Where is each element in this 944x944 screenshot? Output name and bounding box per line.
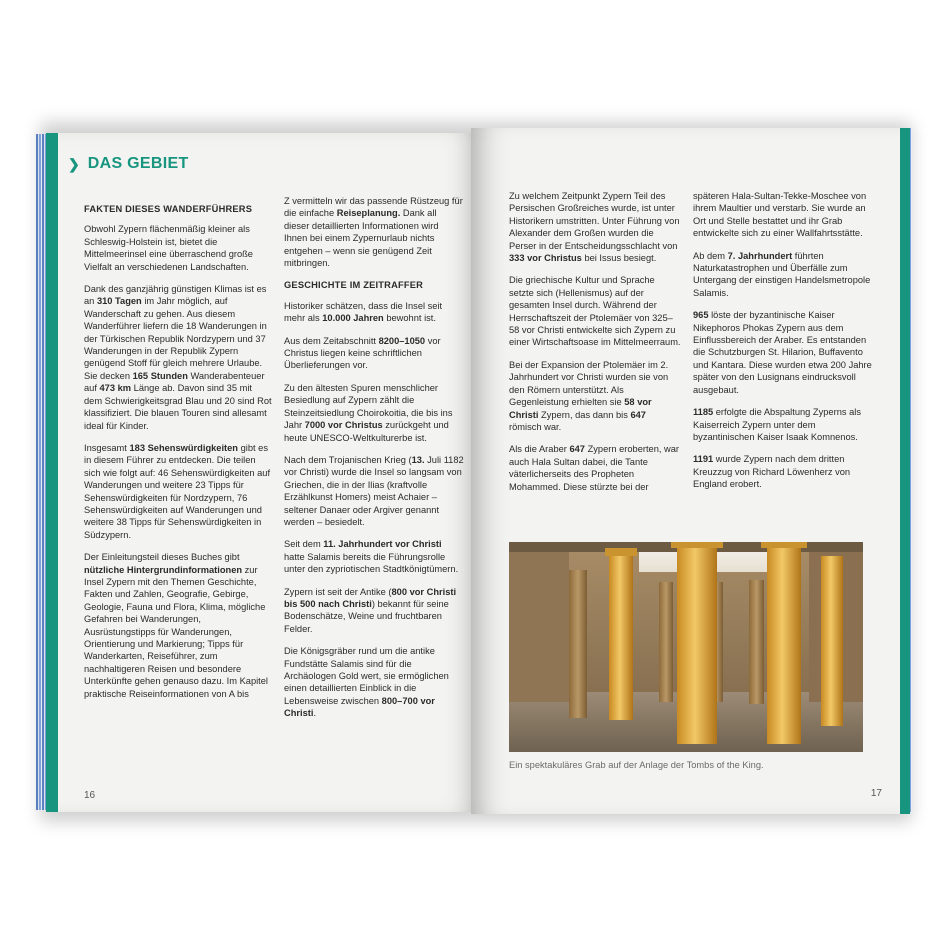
text-run: Seit dem [284,539,324,550]
section-header [68,155,189,173]
text-run: Zypern ist seit der Antike ( [284,586,392,597]
text-run: gibt es in diesem Führer zu entdecken. Die teilen sich wie folgt auf: 46 Sehenswürdigkeiten auf Wanderungen und weitere 23 Tipps für Sehenswürdigkeiten für Nordzypern, 76 Sehenswürdigkeiten auf Wanderungen und weitere 38 Tipps für Sehenswürdigkeiten in Südzypern. [84,442,271,540]
bold-run: 165 Stunden [132,370,188,381]
bold-run: 11. Jahrhundert vor Christi [323,539,442,550]
bold-run: 1191 [693,454,714,465]
bold-run: 7. Jahrhundert [727,250,793,261]
text-run: Nach dem Trojanischen Krieg ( [284,454,412,465]
tomb-photo [509,542,863,752]
right-page [471,128,910,814]
paragraph [284,454,464,528]
text-run: bewohnt ist. [383,313,436,324]
text-run: Z vermitteln wir das passende Rüstzeug für die einfache [284,196,463,219]
text-run: vor Christus liegen keine schriftlichen Überlieferungen vor. [284,335,441,371]
bold-run: 965 [693,310,709,321]
text-run: ) bekannt für seine Bodenschätze, Weine und fruchtbaren Felder. [284,598,449,634]
subheading: GESCHICHTE IM ZEITRAFFER [284,280,424,291]
text-run: wurde Zypern nach dem dritten Kreuzzug von Richard Löwenherz von England erobert. [693,454,851,490]
bold-run: nützliche Hintergrundinformationen [84,564,243,575]
text-run: Zypern eroberten, war auch Hala Sultan dabei, die Tante väterlicherseits des Propheten Mohammed. Diese stürzte bei der [509,444,680,492]
page-number-right: 17 [870,788,882,799]
bold-run: 7000 vor Christus [304,420,383,431]
paragraph [693,309,873,396]
bold-run: 10.000 Jahren [322,313,384,324]
text-run: Zu welchem Zeitpunkt Zypern Teil des Persischen Großreiches wurde, ist unter Historikern umstritten. Unter Führung von Alexander dem Großen wurden die Perser in der Entscheidungsschlacht von [509,191,680,251]
right-column-1 [509,190,681,503]
paragraph [284,538,464,575]
bold-run: Reiseplanung. [336,208,401,219]
text-run: zurückgeht und heute UNESCO-Weltkulturerbe ist. [284,420,449,443]
text-run: Aus dem Zeitabschnitt [284,335,379,346]
text-run: Bei der Expansion der Ptolemäer im 2. Jahrhundert vor Christi wurden sie von den Römern unterstützt. Als Gegenleistung erhielten sie [509,359,669,408]
left-column-1 [84,203,272,710]
paragraph [284,300,464,325]
bold-run: 647 [569,444,585,455]
text-run: Historiker schätzen, dass die Insel seit mehr als [284,300,443,324]
text-run: . [313,708,317,719]
text-run: Die Königsgräber rund um die antike Fundstätte Salamis sind für die Archäologen Gold wert, sie ermöglichen einen detaillierten Einblick in die Lebensweise zwischen [284,646,449,706]
subheading: FAKTEN DIESES WANDERFÜHRERS [84,204,253,214]
paragraph [84,551,272,700]
paragraph [693,190,873,240]
text-run: zur Insel Zypern mit den Themen Geschichte, Fakten und Zahlen, Geografie, Gebirge, Geologie, Fauna und Flora, Klima, mögliche Gefahren bei Wanderungen, Ausrüstungstipps für Wanderungen, Orientierung und Markierung; Tipps für Wanderkarten, Reiseführer, zum nachhaltigeren Reisen und besondere Unterkünfte gehen genauso dazu. Im Kapitel praktische Reiseinformationen von A bis [84,564,268,699]
text-run: führten Naturkatastrophen und Überfälle zum Untergang der einstigen Handelsmetropole Salamis. [693,250,871,298]
paragraph [284,195,464,269]
paragraph [284,645,464,719]
text-run: Der Einleitungsteil dieses Buches gibt [84,552,240,563]
paragraph [509,443,681,493]
text-run: Insgesamt [84,442,130,453]
text-run: Die griechische Kultur und Sprache setzte sich (Hellenismus) auf der gesamten Insel durch. Während der Herrschaftszeit der Ptolemäer von 325–58 vor Christi entwickelte sich Zypern zu einer Wirtschaftsoase im Mittelmeerraum. [509,275,681,348]
paragraph [84,442,272,541]
bold-run: 183 Sehenswürdigkeiten [129,442,238,453]
bold-run: 1185 [693,407,714,418]
paragraph [509,359,681,433]
text-run: Dank des ganzjährig günstigen Klimas ist es an [84,284,267,307]
paragraph [284,586,464,636]
bold-run: 58 vor Christi [509,397,652,420]
paragraph [284,382,464,444]
text-run: Ab dem [693,250,728,261]
paragraph [84,283,272,432]
photo-caption: Ein spektakuläres Grab auf der Anlage der Tombs of the King. [509,760,764,770]
paragraph [284,335,464,372]
bold-run: 8200–1050 [378,335,426,346]
paragraph [693,250,873,300]
text-run: Zu den ältesten Spuren menschlicher Besiedlung auf Zypern zählt die Steinzeitsiedlung Choirokoitia, die bis ins Jahr [284,382,453,431]
bold-run: 13. [411,454,425,465]
paragraph [509,274,681,348]
text-run: löste der byzantinische Kaiser Nikephoros Phokas Zypern aus dem Einflussbereich der Araber. Es entstanden die Schutzburgen St. Hilarion, Buffavento und Kantara. Diese wurden etwa 200 Jahre später von den Lusignans eindrucksvoll ausgebaut. [693,310,872,395]
text-run: bei Issus besiegt. [581,253,657,264]
text-run: Länge ab. Davon sind 35 mit dem Schwierigkeitsgrad Blau und 20 sind Rot klassifiziert. Die blauen Touren sind allesamt ideal für Kinder. [84,383,272,431]
text-run: Juli 1182 vor Christi) wurde die Insel so langsam von Griechen, die in der Ilias (kraftvolle Erzählkunst Homers) meist Achaier – seltener Danaer oder Argiver genannt werden – besiedelt. [284,454,464,527]
text-run: Wanderabenteuer auf [84,370,265,394]
paragraph [693,453,873,490]
paragraph [84,223,272,273]
text-run: Obwohl Zypern flächenmäßig kleiner als Schleswig-Holstein ist, bietet die Mittelmeerinsel eine überraschend große Vielfalt an verschiedenen Landschaften. [84,224,253,272]
text-run: Als die Araber [509,444,570,455]
text-run: im Jahr möglich, auf Wanderschaft zu gehen. Aus diesem Wanderführer liefern die 18 Wanderungen in der Türkischen Republik Nordzypern und 37 Wanderungen in der Republik Zypern genügend Stoff für gleich mehrere Urlaube. Sie decken [84,296,267,381]
text-run: hatte Salamis bereits die Führungsrolle unter den zypriotischen Stadtkönigtümern. [284,551,459,575]
bold-run: 647 [630,409,646,420]
paragraph [509,190,681,264]
text-run: römisch war. [509,421,562,432]
left-column-2 [284,195,464,730]
bold-run: 333 vor Christus [509,253,582,264]
bold-run: 800 vor Christi bis 500 nach Christi [284,586,457,609]
right-column-2 [693,190,873,501]
text-run: erfolgte die Abspaltung Zyperns als Kaiserreich Zypern unter dem byzantinischen Kaiser Isaak Komnenos. [693,407,861,442]
text-run: Zypern, das dann bis [538,409,631,420]
section-title: DAS GEBIET [87,155,189,172]
bold-run: 800–700 vor Christi [284,695,435,719]
page-number-left: 16 [84,790,96,801]
chevron-right-icon: ❯ [68,156,80,172]
text-run: Dank all dieser detaillierten Informationen wird Ihnen bei einem Zypernurlaub nichts entgehen – wenn sie genügend Zeit mitbringen. [284,208,439,269]
bold-run: 473 km [99,383,132,394]
left-page [46,133,483,812]
bold-run: 310 Tagen [96,296,142,307]
text-run: späteren Hala-Sultan-Tekke-Moschee von ihrem Maultier und verstarb. Sie wurde an Ort und Stelle bestattet und ihr Grab entwickelte sich zu einer Wallfahrtsstätte. [693,191,867,239]
paragraph [693,406,873,443]
